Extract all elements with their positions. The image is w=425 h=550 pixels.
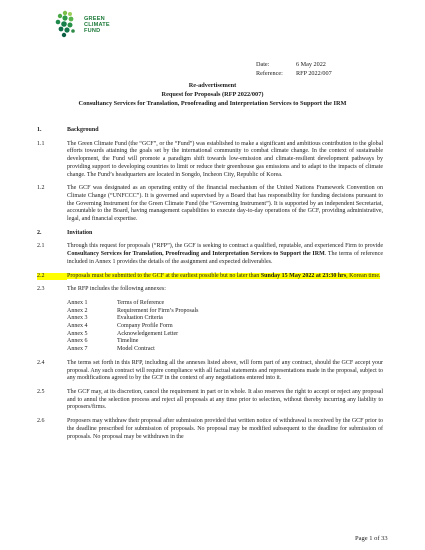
paragraph-2-2: [37, 273, 383, 281]
section-number: 2.: [37, 229, 42, 236]
heading-title: Consultancy Services for Translation, Proofreading and Interpretation Services to Support the IRM: [78, 100, 347, 107]
annex-number: Annex 5: [67, 330, 88, 337]
reference-label: Reference:: [256, 70, 283, 77]
paragraph-number: 1.2: [37, 185, 45, 192]
annex-title: Evaluation Criteria: [117, 315, 163, 322]
paragraph-number: 2.4: [37, 359, 45, 366]
gcf-logo-icon: [53, 7, 83, 41]
paragraph-number: 2.2: [37, 273, 67, 281]
annex-number: Annex 2: [67, 307, 88, 314]
section-background: [37, 127, 383, 135]
paragraph-2-6: [37, 418, 383, 441]
logo-line-fund: FUND: [84, 28, 101, 34]
annex-number: Annex 6: [67, 338, 88, 345]
section-title: Invitation: [67, 229, 93, 236]
annex-item: [67, 300, 383, 308]
document-body: [37, 127, 383, 447]
annex-item: [67, 323, 383, 331]
date-label: Date:: [256, 61, 270, 68]
heading-rfp: Request for Proposals (RFP 2022/007): [161, 91, 264, 98]
paragraph-text-part: . The terms of reference included in Annex 1 provides the details of the assignment and expected deliverables.: [67, 251, 383, 265]
annex-number: Annex 7: [67, 346, 88, 353]
logo-line-green: GREEN: [84, 16, 105, 22]
annex-title: Terms of Reference: [117, 299, 165, 306]
deadline-text: Sunday 15 May 2022 at 23:30 hrs: [260, 272, 347, 279]
annex-item: [67, 338, 383, 346]
paragraph-number: 2.3: [37, 286, 45, 293]
paragraph-text-highlight: Proposals must be submitted to the GCF at the earliest possible but no later than: [67, 272, 261, 279]
paragraph-number: 2.6: [37, 418, 45, 425]
page-number: Page 1 of 33: [355, 535, 388, 542]
annex-item: [67, 346, 383, 354]
paragraph-2-4: [37, 360, 383, 383]
paragraph-2-5: [37, 389, 383, 412]
paragraph-text: The GCF may, at its discretion, cancel the requirement in part or in whole. It also reserves the right to accept or reject any proposal and to annul the selection process and reject all proposals at any time prior to selection, without thereby incurring any liability to proposers/firms.: [67, 388, 383, 411]
paragraph-number: 2.1: [37, 243, 45, 250]
paragraph-2-3: [37, 286, 383, 294]
paragraph-text-bold: Consultancy Services for Translation, Proofreading and Interpretation Services to Support the IRM: [67, 251, 325, 258]
paragraph-text: The Green Climate Fund (the “GCF”, or the “Fund”) was established to make a significant and ambitious contribution to the global efforts towards attaining the goals set by the international community to combat climate change. In the context of sustainable development, the Fund will promote a paradigm shift towards low-emission and climate-resilient development pathways by providing support to developing countries to limit or reduce their greenhouse gas emissions and to adapt to the impacts of climate change. The Fund’s headquarters are located in Songdo, Incheon City, Republic of Korea.: [67, 140, 383, 178]
paragraph-text: The GCF was designated as an operating entity of the financial mechanism of the United Nations Framework Convention on Climate Change (“UNFCCC”). It is governed and supervised by a Board that has responsibility for funding decisions pursuant to the Governing Instrument for the Green Climate Fund (the “Governing Instrument”). It is supported by an independent Secretariat, accountable to the Board, having management capabilities to execute day-to-day operations of the GCF, providing administrative, legal, and financial expertise.: [67, 185, 383, 223]
paragraph-1-1: [37, 141, 383, 180]
document-heading: [40, 81, 385, 108]
annex-title: Requirement for Firm’s Proposals: [117, 307, 199, 314]
annex-item: [67, 315, 383, 323]
paragraph-text-part: Through this request for proposals (“RFP”), the GCF is seeking to contract a qualified, reputable, and experienced Firm to provide: [67, 243, 383, 250]
heading-readvertisement: Re-advertisement: [188, 82, 237, 89]
paragraph-1-2: [37, 185, 383, 224]
paragraph-text: Proposers may withdraw their proposal after submission provided that written notice of withdrawal is received by the GCF prior to the deadline prescribed for submission of proposals. No proposal may be modified subsequent to the deadline for submission of proposals. No proposal may be withdrawn in the: [67, 418, 383, 440]
section-invitation: [37, 230, 383, 238]
paragraph-2-1: [37, 243, 383, 266]
section-title: Background: [67, 127, 99, 133]
paragraph-text: The terms set forth in this RFP, including all the annexes listed above, will form part of any contract, should the GCF accept your proposal. Any such contract will require compliance with all factual statements and representations made in the proposal, subject to any modifications agreed to by the GCF in the context of any negotiations entered into it.: [67, 359, 383, 382]
annex-number: Annex 4: [67, 323, 88, 330]
annex-title: Acknowledgement Letter: [117, 330, 179, 337]
paragraph-number: 2.5: [37, 388, 45, 395]
annex-list: [67, 300, 383, 354]
gcf-logo: [53, 7, 113, 45]
annex-item: [67, 308, 383, 316]
paragraph-text: [67, 243, 383, 266]
annex-title: Company Profile Form: [117, 323, 173, 330]
reference-value: RFP 2022/007: [296, 70, 332, 77]
paragraph-number: 1.1: [37, 140, 45, 147]
annex-item: [67, 331, 383, 339]
paragraph-text: The RFP includes the following annexes:: [67, 286, 166, 293]
annex-number: Annex 3: [67, 315, 88, 322]
paragraph-text: [67, 273, 383, 281]
document-meta: [256, 60, 332, 78]
date-value: 6 May 2022: [296, 61, 326, 68]
logo-line-climate: CLIMATE: [84, 22, 110, 28]
annex-number: Annex 1: [67, 299, 88, 306]
section-number: 1.: [37, 127, 42, 133]
annex-title: Timeline: [117, 338, 139, 345]
paragraph-text-highlight: , Korean time.: [346, 272, 381, 279]
annex-title: Model Contract: [117, 346, 155, 353]
